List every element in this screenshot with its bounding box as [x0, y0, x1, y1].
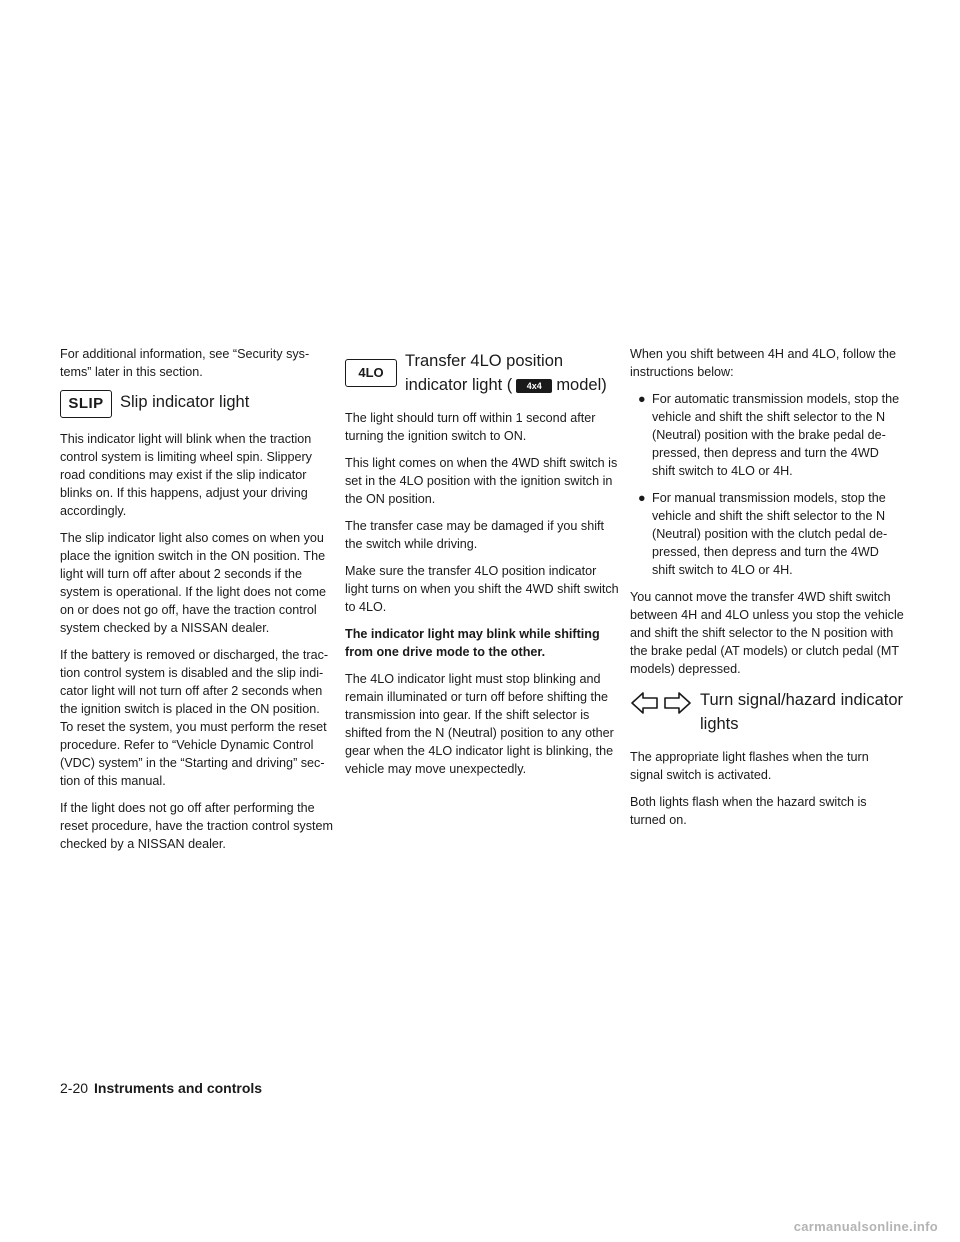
transfer-paragraph-6: The 4LO indicator light must stop blinking and remain illuminated or turn off before shifting the transmission into gear. If the shift selector is shifted from the N (Neutral) position to any other gear when the 4LO indicator light is blinking, the vehicle may move unexpectedly. [345, 672, 614, 776]
column-left [60, 345, 335, 862]
slip-indicator-icon: SLIP [60, 390, 112, 418]
turn-paragraph-2: Both lights flash when the hazard switch is turned on. [630, 795, 867, 827]
list-item: ● For automatic transmission models, stop the vehicle and shift the shift selector to the N (Neutral) position with the brake pedal de- pressed, then depress and turn the 4WD shift switch to 4LO or 4H. [638, 392, 900, 478]
shift-instructions-list [630, 390, 905, 579]
turn-heading-line-1: Turn signal/hazard indicator [700, 691, 903, 709]
shift-instructions-intro: When you shift between 4H and 4LO, follow the instructions below: [630, 347, 897, 379]
column-right [630, 345, 905, 838]
bullet-icon: ● [638, 491, 646, 505]
slip-paragraph-4: If the light does not go off after performing the reset procedure, have the traction control system checked by a NISSAN dealer. [60, 801, 333, 851]
slip-indicator-heading [60, 390, 335, 418]
column-middle [345, 345, 620, 787]
turn-signal-arrows-icon [630, 688, 692, 718]
page-number: 2-20 [60, 1080, 89, 1096]
section-title: Instruments and controls [94, 1080, 263, 1096]
transfer-4lo-heading [345, 349, 620, 397]
turn-signal-heading [630, 688, 905, 736]
heading-line-2b: model) [556, 376, 607, 394]
transfer-warning-bold: The indicator light may blink while shifting from one drive mode to the other. [345, 627, 600, 659]
shift-paragraph-2: You cannot move the transfer 4WD shift switch between 4H and 4LO unless you stop the vehicle and shift the shift selector to the N position with the brake pedal (AT models) or clutch pedal (MT models) depressed. [630, 590, 904, 676]
intro-paragraph: For additional information, see “Security sys- tems” later in this section. [60, 347, 310, 379]
turn-heading-line-2: lights [700, 715, 739, 733]
transfer-paragraph-3: The transfer case may be damaged if you shift the switch while driving. [345, 519, 605, 551]
transfer-paragraph-1: The light should turn off within 1 second after turning the ignition switch to ON. [345, 411, 596, 443]
watermark: carmanualsonline.info [793, 1219, 938, 1234]
heading-line-1: Transfer 4LO position [405, 352, 564, 370]
transfer-paragraph-2: This light comes on when the 4WD shift switch is set in the 4LO position with the ignition switch in the ON position. [345, 456, 618, 506]
slip-heading-text: Slip indicator light [120, 393, 250, 411]
slip-paragraph-1: This indicator light will blink when the traction control system is limiting wheel spin. Slippery road conditions may exist if the slip indicator blinks on. If this happens, adjust your driving accordingly. [60, 432, 312, 518]
page-footer [60, 1080, 262, 1096]
transfer-paragraph-4: Make sure the transfer 4LO position indicator light turns on when you shift the 4WD shift switch to 4LO. [345, 564, 619, 614]
list-item: ● For manual transmission models, stop the vehicle and shift the shift selector to the N (Neutral) position with the clutch pedal de- pressed, then depress and turn the 4WD shift switch to 4LO or 4H. [638, 491, 888, 577]
slip-paragraph-3: If the battery is removed or discharged, the trac- tion control system is disabled and the slip indi- cator light will not turn off after 2 seconds when the ignition switch is placed in the ON position. To reset the system, you must perform the reset procedure. Refer to “Vehicle Dynamic Control (VDC) system” in the “Starting and driving” sec- tion of this manual. [60, 648, 329, 788]
4lo-indicator-icon: 4LO [345, 359, 397, 387]
turn-signal-icon [630, 688, 692, 718]
4x4-icon: 4x4 [516, 379, 552, 393]
slip-paragraph-2: The slip indicator light also comes on when you place the ignition switch in the ON position. The light will turn off after about 2 seconds if the system is operational. If the light does not come on or does not go off, have the traction control system checked by a NISSAN dealer. [60, 531, 327, 635]
turn-paragraph-1: The appropriate light flashes when the turn signal switch is activated. [630, 750, 869, 782]
bullet-icon: ● [638, 392, 646, 406]
heading-line-2a: indicator light ( [405, 376, 513, 394]
